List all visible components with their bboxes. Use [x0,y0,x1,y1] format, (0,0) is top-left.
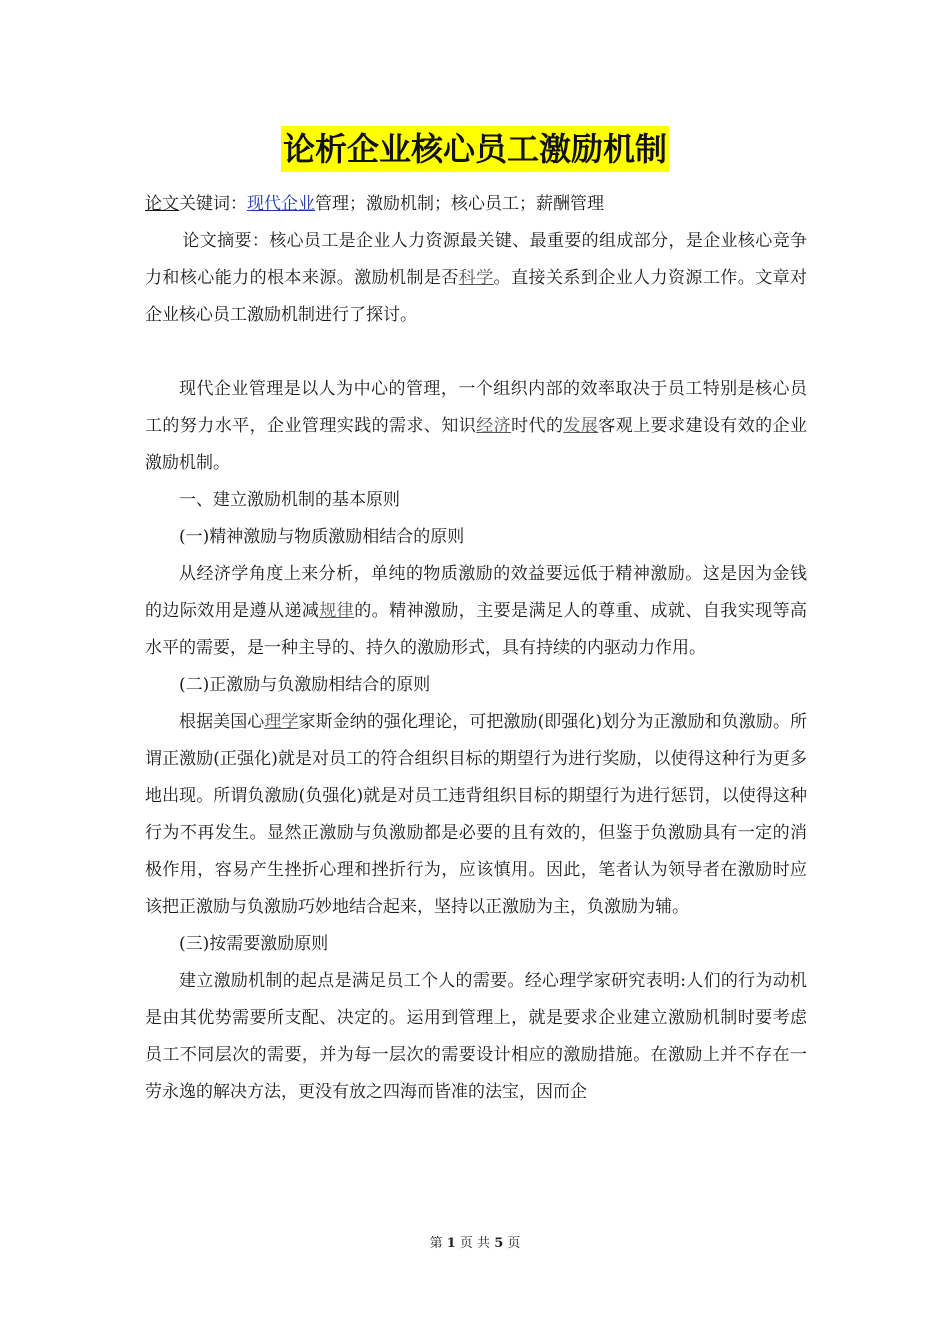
total-page-number: 5 [494,1236,504,1251]
keywords-label: 关键词： [179,194,247,214]
sub1-text-1: 从经济学角度上来分析，单纯的物质激励的效益要远低于精神激励。这是因为金钱的边际效用是遵从递减 [145,564,807,621]
abstract-link-science[interactable]: 科学 [458,268,494,288]
sub1-paragraph [145,556,807,667]
intro-text-1: 现代企业管理是以人为中心的管理，一个组织内部的效率取决于员工特别是核心员工的努力水平，企业管理实践的需求、知识 [145,379,807,436]
footer-text-mid: 页 共 [455,1236,495,1251]
keywords-label-link[interactable]: 论文 [145,194,179,214]
sub3-heading: (三)按需要激励原则 [179,934,329,954]
sub1-text-2: 的。精神激励，主要是满足人的尊重、成就、自我实现等高水平的需要，是一种主导的、持久的激励形式，具有持续的内驱动力作用。 [145,601,808,658]
document-title: 论析企业核心员工激励机制 [281,126,669,172]
abstract-text-1: 论文摘要：核心员工是企业人力资源最关键、最重要的组成部分，是企业核心竞争力和核心能力的根本来源。激励机制是否 [145,231,807,288]
abstract-text-2: 。直接关系到企业人力资源工作。文章对企业核心员工激励机制进行了探讨。 [145,268,808,325]
page-footer [0,1232,950,1251]
footer-text-post: 页 [503,1236,521,1251]
sub2-link-psychology[interactable]: 理学 [264,712,299,732]
sub1-heading: (一)精神激励与物质激励相结合的原则 [179,527,465,547]
abstract-paragraph [145,223,807,334]
sub2-paragraph [145,704,807,926]
sub2-text-1: 根据美国心 [179,712,265,732]
intro-link-development[interactable]: 发展 [563,416,599,436]
sub1-link-law[interactable]: 规律 [319,601,355,621]
intro-paragraph [145,371,807,482]
current-page-number: 1 [446,1236,456,1251]
intro-text-2: 时代的 [511,416,564,436]
sub3-paragraph: 建立激励机制的起点是满足员工个人的需要。经心理学家研究表明:人们的行为动机是由其优势需要所支配、决定的。运用到管理上，就是要求企业建立激励机制时要考虑员工不同层次的需要，并为每一层次的需要设计相应的激励措施。在激励上并不存在一劳永逸的解决方法，更没有放之四海而皆准的法宝，因而企 [145,971,807,1102]
footer-text-pre: 第 [429,1236,447,1251]
intro-link-economy[interactable]: 经济 [476,416,512,436]
keywords-line [145,186,807,223]
sub2-heading: (二)正激励与负激励相结合的原则 [179,675,431,695]
paragraph-gap [145,334,807,371]
intro-text-3: 客观上要求建设有效的企业激励机制。 [145,416,808,473]
document-body [145,186,807,1111]
title-container [0,126,950,172]
keywords-rest: 管理；激励机制；核心员工；薪酬管理 [315,194,604,214]
keyword-link-modern-enterprise[interactable]: 现代企业 [247,194,315,214]
section1-heading: 一、建立激励机制的基本原则 [179,490,400,510]
sub2-text-2: 家斯金纳的强化理论，可把激励(即强化)划分为正激励和负激励。所谓正激励(正强化)就是对员工的符合组织目标的期望行为进行奖励，以使得这种行为更多地出现。所谓负激励(负强化)就是对员工违背组织目标的期望行为进行惩罚，以使得这种行为不再发生。显然正激励与负激励都是必要的且有效的，但鉴于负激励具有一定的消极作用，容易产生挫折心理和挫折行为，应该慎用。因此，笔者认为领导者在激励时应该把正激励与负激励巧妙地结合起来，坚持以正激励为主，负激励为辅。 [145,712,808,917]
